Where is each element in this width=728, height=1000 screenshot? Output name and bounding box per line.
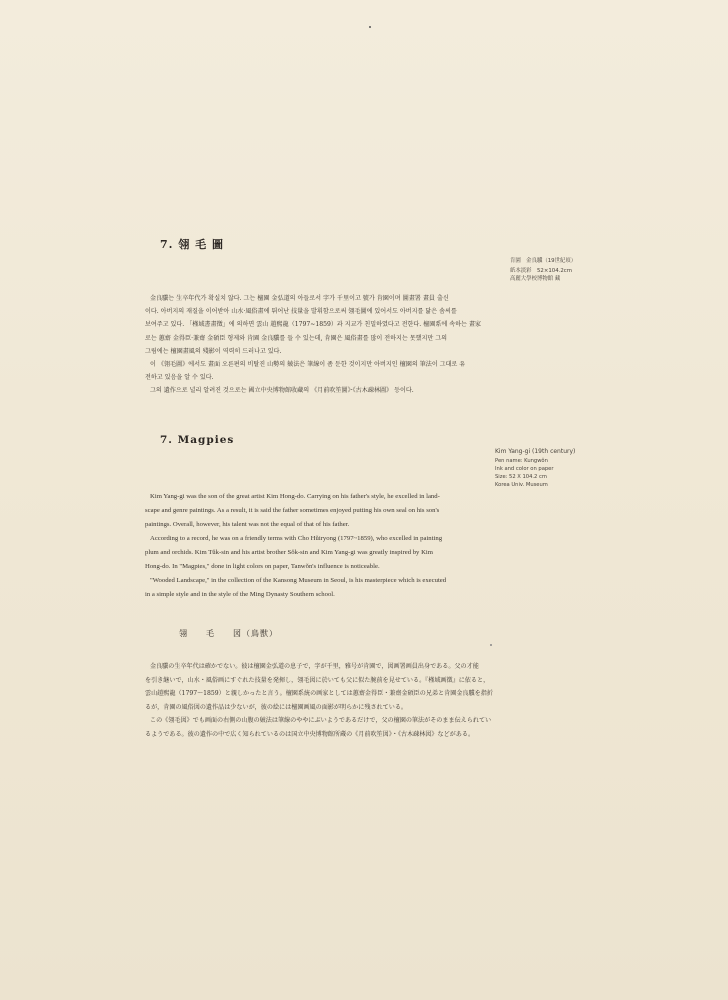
text-line: Hong-do. In "Magpies," done in light colors on paper, Tanwŏn's influence is noticeable.: [145, 563, 380, 570]
text-line: plum and orchids. Kim Tŭk-sin and his artist brother Sŏk-sin and Kim Yang-gi was greatly inspired by Kim: [145, 549, 433, 556]
text-line: According to a record, he was on a friendly terms with Cho Hŭiryong (1797~1859), who excelled in painting: [150, 535, 443, 542]
speck-mark: [369, 26, 371, 28]
korean-section-title: 7. 翎 毛 圖: [160, 238, 224, 251]
text-line: 로는 蕙齋 金得臣·兼齋 金碩臣 형제와 肯園 金良驥를 들 수 있는데, 肯園은 風俗畫를 많이 전하지는 못했지만 그의: [145, 334, 447, 342]
english-artwork-meta: [495, 446, 575, 489]
text-line: in a simple style and in the style of the Ming Dynasty Southern school.: [145, 591, 335, 598]
meta-line: Size: 52 X 104.2 cm: [495, 474, 547, 480]
text-line: 이 《翎毛圖》에서도 畫面 오른편의 비탈진 山勢의 皴法은 筆線이 좀 둔한 것이지만 아버지인 檀園의 筆法이 그대로 유: [150, 361, 466, 369]
meta-line: 高麗大學校博物館 藏: [510, 276, 561, 282]
text-line: 그의 遺作으로 널리 알려진 것으로는 國立中央博物館收藏의 《月前吹笙圖》·《古木疎林圖》 등이다.: [150, 387, 414, 395]
meta-line: 肯園 金良驥（19世紀頃）: [510, 258, 577, 264]
text-line: るようである。彼の遺作の中で広く知られているのは国立中央博物館所蔵の《月前吹笙図》・《古木疎林図》などがある。: [145, 730, 475, 738]
text-line: 보여주고 있다. 「槿域書畫徵」에 의하면 雲山 趙熙龍（1797~1859）과 지교가 친밀하였다고 전한다. 檀園系에 속하는 畫家: [145, 321, 482, 329]
text-line: "Wooded Landscape," in the collection of the Kansong Museum in Seoul, is his masterpiece which is executed: [150, 577, 447, 584]
text-line: 그림에는 檀園畫風의 殘影이 역력히 드러나고 있다.: [145, 347, 282, 355]
japanese-section-title: 翎 毛 図（鳥獣）: [179, 629, 278, 638]
japanese-body: [145, 660, 615, 741]
korean-artwork-meta: [510, 255, 576, 283]
korean-body: [145, 292, 605, 398]
speck-mark: [490, 644, 492, 646]
text-line: 전하고 있음을 알 수 있다.: [145, 374, 214, 382]
english-section-title: 7. Magpies: [160, 434, 235, 446]
meta-line: Pen name: Kungwŏn: [495, 458, 548, 464]
meta-line: Kim Yang-gi (19th century): [495, 448, 576, 455]
text-line: paintings. Overall, however, his talent was not the equal of that of his father.: [145, 521, 350, 528]
text-line: scape and genre paintings. As a result, it is said the father sometimes enjoyed putting his own seal on his son's: [145, 507, 440, 514]
text-line: Kim Yang-gi was the son of the great artist Kim Hong-do. Carrying on his father's style, he excelled in land-: [150, 493, 440, 500]
text-line: るが，肯園の風俗図の遺作品は少ないが，彼の絵には檀園画風の面影が明らかに残されている。: [145, 703, 408, 711]
text-line: 이다. 아버지의 재질을 이어받아 山水·風俗畫에 뛰어난 技量을 발휘함으로써 翎毛圖에 있어서도 아버지를 닮은 솜씨를: [145, 308, 457, 316]
text-line: を引き継いで，山水・風俗画にすぐれた技量を発揮し，翎毛図に於いても父に似た腕前を見せている。『槿域画徴』に依ると，: [145, 676, 490, 684]
meta-line: Ink and color on paper: [495, 466, 554, 472]
text-line: 雲山趙熙龍（1797～1859）と親しかったと言う。檀園系統の画家としては蕙齋金得臣・兼齋金碩臣の兄弟と肯園金良驥を指折: [145, 690, 493, 697]
meta-line: 紙本淡彩 52×104.2cm: [510, 268, 572, 274]
text-line: 金良驥는 生卒年代가 확실치 않다. 그는 檀園 金弘道의 아들로서 字가 千里이고 號가 肯園이며 圖畫署 畫員 출신: [150, 295, 449, 302]
text-line: この《翎毛図》でも画面の右側の山腹の皴法は筆線のややにぶいようであるだけで，父の檀園の筆法がそのまま伝えられてい: [150, 717, 492, 724]
english-body: [145, 490, 615, 602]
meta-line: Korea Univ. Museum: [495, 482, 548, 488]
text-line: 金良驥の生卒年代は確かでない。彼は檀園金弘道の息子で，字が千里，雅号が肯園で，図画署画員出身である。父の才能: [150, 663, 479, 670]
